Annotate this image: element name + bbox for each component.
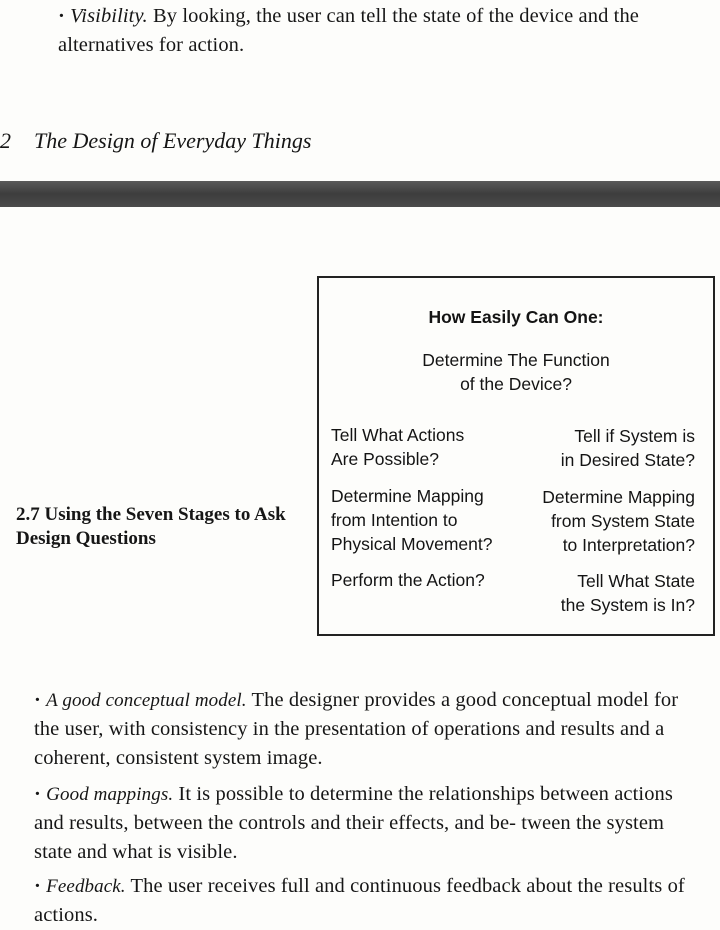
good-mappings-item xyxy=(34,780,694,867)
question-line: in Desired State? xyxy=(560,450,695,470)
question-line: Physical Movement? xyxy=(331,534,493,554)
figure-heading: How Easily Can One: xyxy=(428,307,604,327)
question-line: Determine Mapping xyxy=(542,487,695,507)
running-head xyxy=(0,128,311,154)
question-line: the System is In? xyxy=(560,595,695,615)
page-divider-band xyxy=(0,181,720,207)
book-title: The Design of Everyday Things xyxy=(34,128,312,153)
item-term: Visibility. xyxy=(70,5,148,27)
question-line: from Intention to xyxy=(331,510,458,530)
figure-caption: 2.7 Using the Seven Stages to Ask Design Questions xyxy=(16,504,286,549)
question-line: from System State xyxy=(551,511,695,531)
bullet: · xyxy=(34,783,41,805)
right-question-2 xyxy=(542,485,695,557)
question-line: to Interpretation? xyxy=(562,535,695,555)
right-question-3 xyxy=(561,569,695,617)
item-term: Good mappings. xyxy=(46,784,174,805)
center-line: Determine The Function xyxy=(422,350,610,370)
figure-center-question xyxy=(319,348,713,396)
right-question-1 xyxy=(561,424,695,472)
seven-stages-figure xyxy=(317,276,715,636)
item-text: The designer provides a good conceptual model for the user, with consistency in the presentation of operations and results and a coherent, consistent system image. xyxy=(34,689,679,769)
feedback-item xyxy=(34,872,694,930)
item-term: Feedback. xyxy=(46,876,126,897)
visibility-item xyxy=(58,2,713,60)
item-text: It is possible to determine the relationships between actions and results, between the controls and their effects, and be- tween the system state and what is visible. xyxy=(34,783,673,863)
left-question-1 xyxy=(331,423,464,471)
question-line: Are Possible? xyxy=(331,449,439,469)
center-line: of the Device? xyxy=(460,374,572,394)
question-line: Tell What Actions xyxy=(331,425,465,445)
item-term: A good conceptual model. xyxy=(46,690,247,711)
question-line: Determine Mapping xyxy=(331,486,484,506)
bullet: · xyxy=(58,5,65,27)
item-text: The user receives full and continuous feedback about the results of actions. xyxy=(34,875,685,926)
left-question-3 xyxy=(331,568,485,592)
page-number: 2 xyxy=(0,128,11,153)
bullet: · xyxy=(34,689,41,711)
question-line: Tell What State xyxy=(577,571,695,591)
bullet: · xyxy=(34,875,41,897)
item-text: By looking, the user can tell the state of the device and the alternatives for action. xyxy=(58,5,640,56)
left-question-2 xyxy=(331,484,492,556)
question-line: Tell if System is xyxy=(574,426,695,446)
question-line: Perform the Action? xyxy=(331,570,485,590)
conceptual-model-item xyxy=(34,686,694,773)
